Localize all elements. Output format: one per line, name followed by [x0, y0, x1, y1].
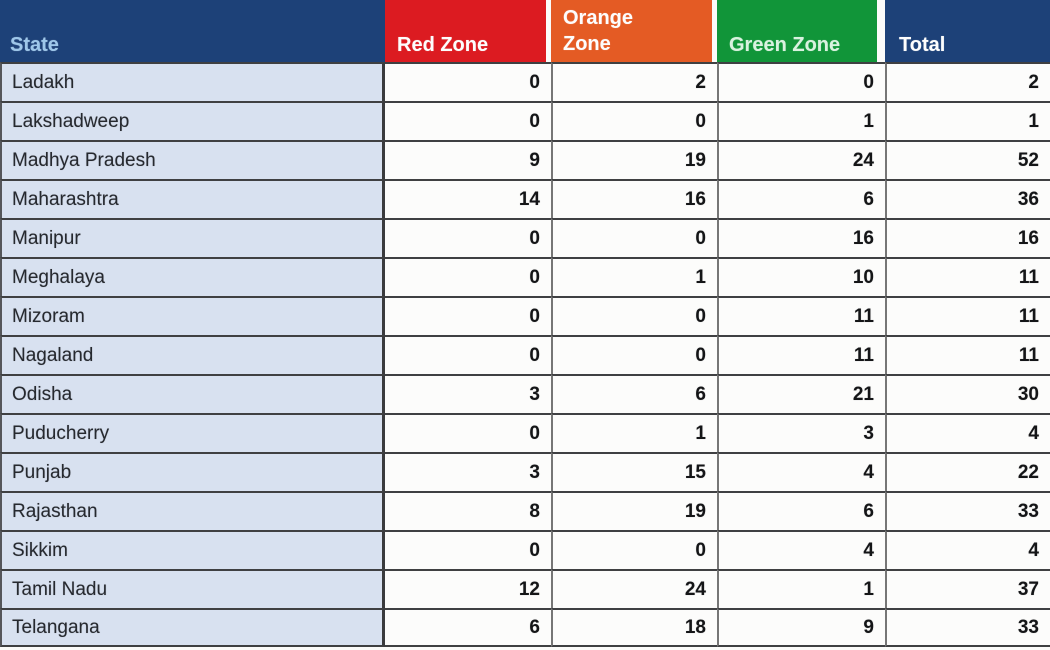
table-row — [0, 374, 1050, 413]
orange-zone-cell: 0 — [551, 218, 717, 257]
green-zone-cell: 4 — [717, 530, 885, 569]
total-cell: 4 — [885, 530, 1050, 569]
total-cell: 30 — [885, 374, 1050, 413]
total-cell: 52 — [885, 140, 1050, 179]
green-zone-cell: 11 — [717, 335, 885, 374]
green-zone-cell: 10 — [717, 257, 885, 296]
state-cell: Telangana — [0, 608, 385, 647]
table-row — [0, 413, 1050, 452]
red-zone-cell: 0 — [385, 218, 551, 257]
orange-zone-cell: 19 — [551, 140, 717, 179]
state-cell: Manipur — [0, 218, 385, 257]
green-zone-cell: 4 — [717, 452, 885, 491]
state-cell: Odisha — [0, 374, 385, 413]
orange-zone-cell: 24 — [551, 569, 717, 608]
green-zone-cell: 0 — [717, 62, 885, 101]
column-header-green-zone-label: Green Zone — [729, 34, 841, 56]
state-cell: Maharashtra — [0, 179, 385, 218]
red-zone-cell: 0 — [385, 530, 551, 569]
column-header-green-zone — [717, 0, 885, 62]
state-cell: Tamil Nadu — [0, 569, 385, 608]
state-cell: Lakshadweep — [0, 101, 385, 140]
orange-zone-cell: 0 — [551, 101, 717, 140]
orange-zone-cell: 18 — [551, 608, 717, 647]
orange-zone-cell: 0 — [551, 530, 717, 569]
green-zone-cell: 6 — [717, 179, 885, 218]
red-zone-cell: 3 — [385, 374, 551, 413]
total-cell: 1 — [885, 101, 1050, 140]
state-cell: Rajasthan — [0, 491, 385, 530]
column-header-red-zone — [385, 0, 551, 62]
red-zone-cell: 12 — [385, 569, 551, 608]
green-zone-cell: 9 — [717, 608, 885, 647]
total-cell: 22 — [885, 452, 1050, 491]
table-row — [0, 218, 1050, 257]
orange-zone-cell: 19 — [551, 491, 717, 530]
red-zone-cell: 0 — [385, 101, 551, 140]
state-cell: Madhya Pradesh — [0, 140, 385, 179]
green-zone-cell: 16 — [717, 218, 885, 257]
total-cell: 33 — [885, 608, 1050, 647]
table-row — [0, 530, 1050, 569]
red-zone-cell: 0 — [385, 335, 551, 374]
state-cell: Meghalaya — [0, 257, 385, 296]
orange-zone-cell: 0 — [551, 296, 717, 335]
state-cell: Punjab — [0, 452, 385, 491]
table-row — [0, 179, 1050, 218]
table-row — [0, 140, 1050, 179]
total-cell: 11 — [885, 335, 1050, 374]
state-cell: Sikkim — [0, 530, 385, 569]
total-cell: 11 — [885, 257, 1050, 296]
red-zone-cell: 3 — [385, 452, 551, 491]
total-cell: 37 — [885, 569, 1050, 608]
total-cell: 33 — [885, 491, 1050, 530]
red-zone-cell: 0 — [385, 413, 551, 452]
header-row — [0, 0, 1050, 62]
red-zone-cell: 0 — [385, 296, 551, 335]
table-row — [0, 62, 1050, 101]
orange-zone-cell: 1 — [551, 413, 717, 452]
state-cell: Puducherry — [0, 413, 385, 452]
orange-zone-cell: 16 — [551, 179, 717, 218]
green-zone-cell: 24 — [717, 140, 885, 179]
column-header-total — [885, 0, 1050, 62]
orange-zone-cell: 6 — [551, 374, 717, 413]
table-row — [0, 101, 1050, 140]
green-zone-cell: 21 — [717, 374, 885, 413]
red-zone-cell: 9 — [385, 140, 551, 179]
column-header-orange-zone-label: Orange Zone — [563, 7, 634, 55]
red-zone-cell: 6 — [385, 608, 551, 647]
column-header-total-label: Total — [899, 34, 946, 56]
total-cell: 11 — [885, 296, 1050, 335]
green-zone-cell: 1 — [717, 569, 885, 608]
column-header-orange-zone — [551, 0, 717, 62]
state-cell: Nagaland — [0, 335, 385, 374]
red-zone-cell: 8 — [385, 491, 551, 530]
total-cell: 16 — [885, 218, 1050, 257]
table-row — [0, 452, 1050, 491]
orange-zone-cell: 0 — [551, 335, 717, 374]
table-row — [0, 608, 1050, 647]
red-zone-cell: 0 — [385, 257, 551, 296]
table-row — [0, 296, 1050, 335]
column-header-red-zone-label: Red Zone — [397, 34, 489, 56]
green-zone-cell: 6 — [717, 491, 885, 530]
green-zone-cell: 1 — [717, 101, 885, 140]
green-zone-cell: 11 — [717, 296, 885, 335]
green-zone-cell: 3 — [717, 413, 885, 452]
column-header-state — [0, 0, 385, 62]
orange-zone-cell: 2 — [551, 62, 717, 101]
table-row — [0, 257, 1050, 296]
red-zone-cell: 0 — [385, 62, 551, 101]
table-body — [0, 62, 1050, 647]
total-cell: 36 — [885, 179, 1050, 218]
total-cell: 2 — [885, 62, 1050, 101]
table-row — [0, 335, 1050, 374]
state-cell: Mizoram — [0, 296, 385, 335]
table-row — [0, 569, 1050, 608]
column-header-state-label: State — [10, 34, 59, 56]
orange-zone-cell: 1 — [551, 257, 717, 296]
table-row — [0, 491, 1050, 530]
red-zone-cell: 14 — [385, 179, 551, 218]
orange-zone-cell: 15 — [551, 452, 717, 491]
state-cell: Ladakh — [0, 62, 385, 101]
total-cell: 4 — [885, 413, 1050, 452]
